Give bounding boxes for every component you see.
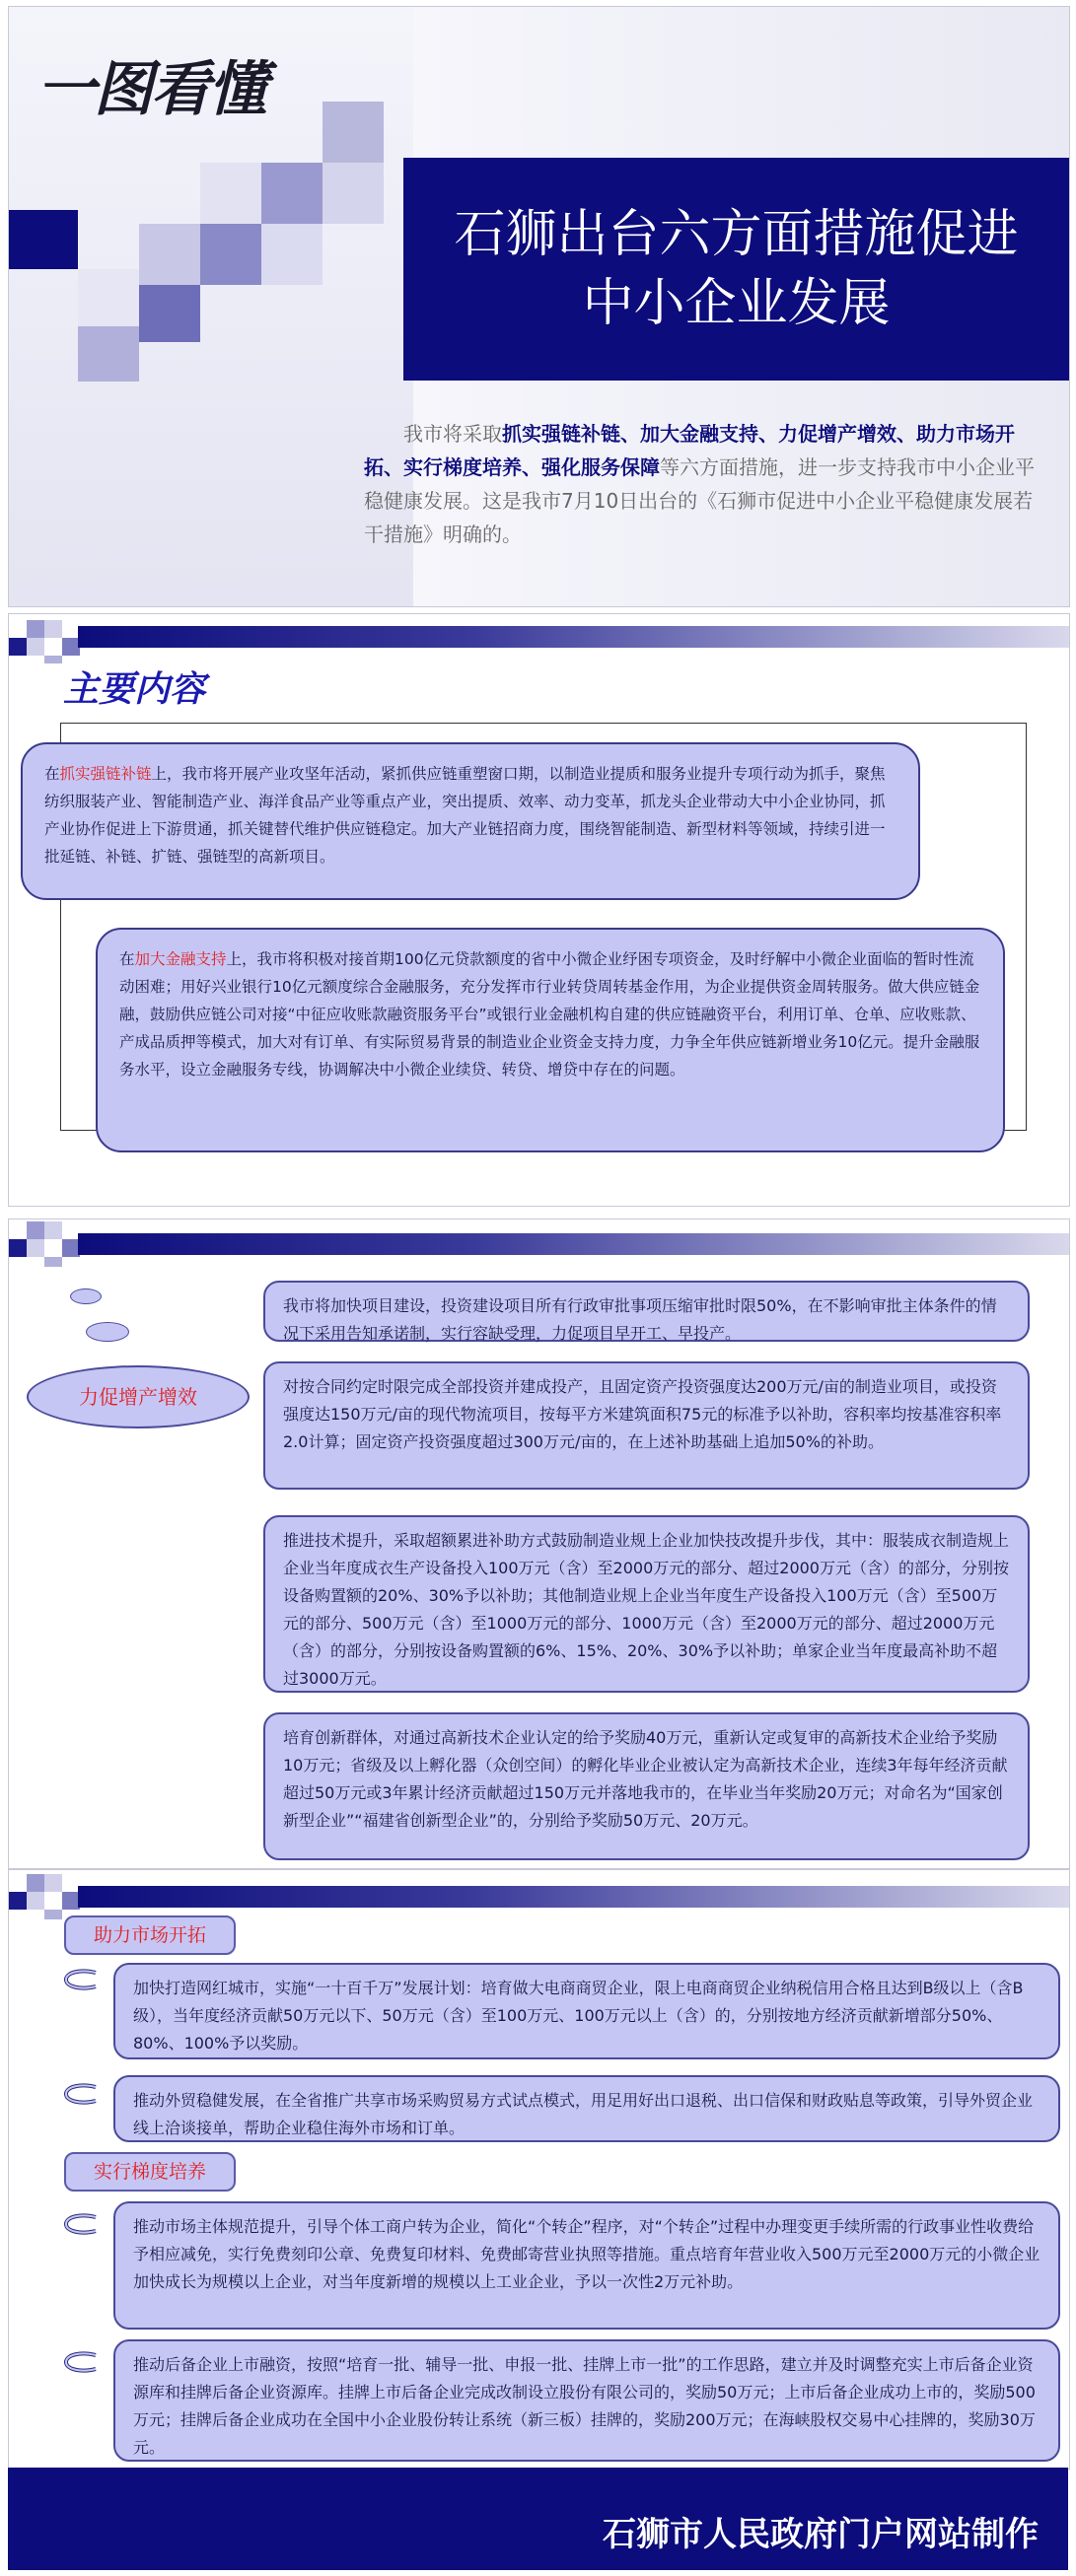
title-line-1: 石狮出台六方面措施促进: [454, 205, 1019, 264]
growth-section: [8, 1218, 1070, 1869]
main-content-panel: [8, 613, 1070, 1207]
market-label: 助力市场开拓: [64, 1915, 236, 1955]
section-header-bar: [78, 1233, 1069, 1255]
curved-arrow-icon: [60, 2349, 102, 2375]
hero-band-accent: [9, 210, 78, 269]
page-title: [403, 200, 1069, 338]
keyword-chain: 抓实强链补链: [59, 765, 152, 783]
footer-credit: 石狮市人民政府门户网站制作: [603, 2515, 1039, 2554]
section-header-bar: [78, 626, 1069, 648]
growth-item-3: 推进技术提升，采取超额累进补助方式鼓励制造业规上企业加快技改提升步伐，其中：服装成衣制造规上企业当年度成衣生产设备投入100万元（含）至2000万元的部分、超过2000万元（含）的部分，分别按设备购置额的20%、30%予以补助；其他制造业规上企业当年度生产设备投入100万元（含）至500万元的部分、500万元（含）至1000万元的部分、1000万元（含）至2000万元的部分、超过2000万元（含）的部分，分别按设备购置额的6%、15%、20%、30%予以补助；单家企业当年度最高补助不超过3000万元。: [263, 1515, 1030, 1693]
title-line-2: 中小企业发展: [582, 274, 891, 333]
growth-item-4: 培育创新群体，对通过高新技术企业认定的给予奖励40万元，重新认定或复审的高新技术企业给予奖励10万元；省级及以上孵化器（众创空间）的孵化毕业企业被认定为高新技术企业，连续3年每年经济贡献超过50万元或3年累计经济贡献超过150万元并落地我市的，在毕业当年奖励20万元；对命名为“国家创新型企业”“福建省创新型企业”的，分别给予奖励50万元、20万元。: [263, 1712, 1030, 1860]
intro-highlight: 抓实强链补链、加大金融支持、力促增产增效、助力市场开拓、实行梯度培养、强化服务保障: [364, 422, 1015, 479]
logo: 一图看懂: [36, 55, 265, 124]
tier-item-2: 推动后备企业上市融资，按照“培育一批、辅导一批、申报一批、挂牌上市一批”的工作思路，建立并及时调整充实上市后备企业资源库和挂牌后备企业资源库。挂牌上市后备企业完成改制设立股份有限公司的，奖励50万元；上市后备企业成功上市的，奖励500万元；挂牌后备企业成功在全国中小企业股份转让系统（新三板）挂牌的，奖励200万元；在海峡股权交易中心挂牌的，奖励30万元。: [113, 2339, 1060, 2462]
section-header-bar: [78, 1886, 1069, 1908]
intro-paragraph: [364, 417, 1052, 551]
decor-dot: [86, 1322, 129, 1342]
intro-text-2: 等六方面措施，进一步支持我市中小企业平稳健康发展。这是我市7月10日出台的《石狮市促进中小企业平稳健康发展若干措施》明确的。: [364, 455, 1035, 546]
growth-item-2: 对按合同约定时限完成全部投资并建成投产，且固定资产投资强度达200万元/亩的制造业项目，或投资强度达150万元/亩的现代物流项目，按每平方米建筑面积75元的标准予以补助，容积率均按基准容积率2.0计算；固定资产投资强度超过300万元/亩的，在上述补助基础上追加50%的补助。: [263, 1361, 1030, 1490]
bubble-chain: 在抓实强链补链上，我市将开展产业攻坚年活动，紧抓供应链重塑窗口期，以制造业提质和服务业提升专项行动为抓手，聚焦纺织服装产业、智能制造产业、海洋食品产业等重点产业，突出提质、效率、动力变革，抓龙头企业带动大中小企业协同，抓产业协作促进上下游贯通，抓关键替代维护供应链稳定。加大产业链招商力度，围绕智能制造、新型材料等领域，持续引进一批延链、补链、扩链、强链型的高新项目。: [21, 742, 920, 900]
footer: [8, 2468, 1068, 2570]
intro-text-1: 我市将采取: [403, 422, 502, 446]
market-item-2: 推动外贸稳健发展，在全省推广共享市场采购贸易方式试点模式，用足用好出口退税、出口信保和财政贴息等政策，引导外贸企业线上洽谈接单，帮助企业稳住海外市场和订单。: [113, 2075, 1060, 2142]
tier-item-1: 推动市场主体规范提升，引导个体工商户转为企业，简化“个转企”程序，对“个转企”过程中办理变更手续所需的行政事业性收费给予相应减免，实行免费刻印公章、免费复印材料、免费邮寄营业执照等措施。重点培育年营业收入500万元至2000万元的小微企业加快成长为规模以上企业，对当年度新增的规模以上工业企业，予以一次性2万元补助。: [113, 2201, 1060, 2330]
bubble-finance: 在加大金融支持上，我市将积极对接首期100亿元贷款额度的省中小微企业纾困专项资金，及时纾解中小微企业面临的暂时性流动困难；用好兴业银行10亿元额度综合金融服务，充分发挥市行业转贷周转基金作用，为企业提供资金周转服务。做大供应链金融，鼓励供应链公司对接“中征应收账款融资服务平台”或银行业金融机构自建的供应链融资平台，利用订单、仓单、应收账款、产成品质押等模式，加大对有订单、有实际贸易背景的制造业企业资金支持力度，力争全年供应链新增业务10亿元。提升金融服务水平，设立金融服务专线，协调解决中小微企业续贷、转贷、增贷中存在的问题。: [96, 928, 1005, 1152]
decor-dot: [70, 1288, 102, 1304]
keyword-finance: 加大金融支持: [134, 950, 227, 968]
growth-item-1: 我市将加快项目建设，投资建设项目所有行政审批事项压缩审批时限50%，在不影响审批主体条件的情况下采用告知承诺制，实行容缺受理，力促项目早开工、早投产。: [263, 1281, 1030, 1342]
tier-label: 实行梯度培养: [64, 2152, 236, 2192]
main-heading: 主要内容: [63, 669, 206, 710]
curved-arrow-icon: [60, 2081, 102, 2107]
hero-panel: [8, 6, 1070, 607]
curved-arrow-icon: [60, 1967, 102, 1992]
market-item-1: 加快打造网红城市，实施“一十百千万”发展计划：培育做大电商商贸企业，限上电商商贸企业纳税信用合格且达到B级以上（含B级），当年度经济贡献50万元以下、50万元（含）至100万元、100万元以上（含）的，分别按地方经济贡献新增部分50%、80%、100%予以奖励。: [113, 1963, 1060, 2059]
market-section: [8, 1869, 1070, 2470]
growth-label: 力促增产增效: [27, 1365, 250, 1428]
curved-arrow-icon: [60, 2211, 102, 2237]
